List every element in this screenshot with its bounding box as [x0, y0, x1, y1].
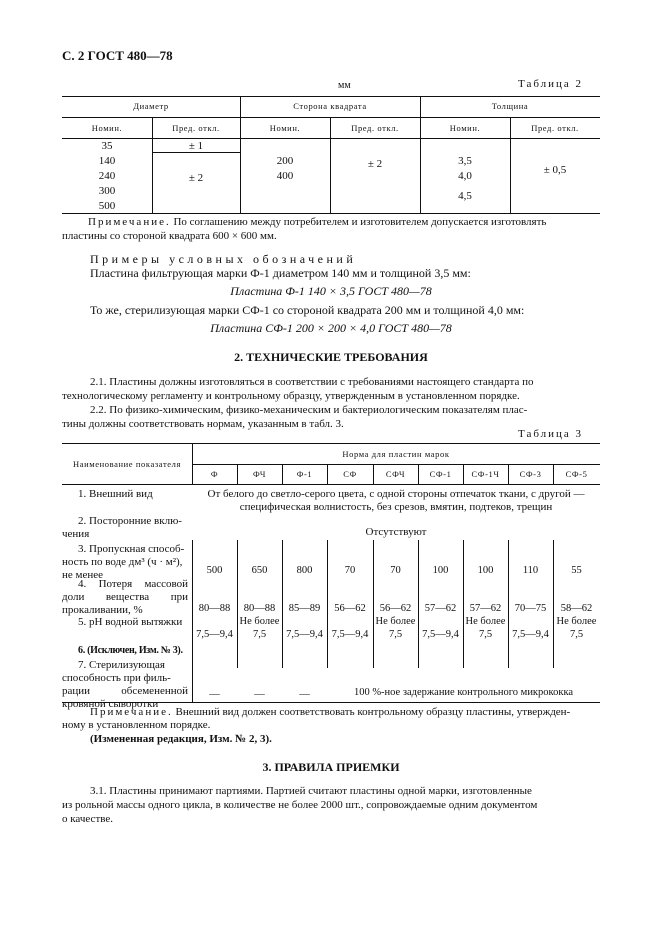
diam-nom: 240: [98, 170, 116, 182]
row-label: 3. Пропускная способ-: [78, 543, 185, 555]
cell: 70—75: [514, 603, 547, 614]
row-label: 4. Потеря массовой: [78, 578, 188, 590]
cell: 7,5—9,4: [286, 629, 323, 640]
note1-cont: пластины со стороной квадрата 600 × 600 мм.: [62, 230, 277, 242]
row-label: 5. рН водной вытяжки: [78, 616, 183, 628]
cell: —: [209, 689, 220, 700]
cell: 7,5—9,4: [196, 629, 233, 640]
cell: Не более: [375, 616, 416, 627]
cell: Не более: [556, 616, 597, 627]
grade-header: СФ-3: [519, 469, 542, 479]
note2-cont: ному в установленном порядке.: [62, 719, 211, 731]
note2: [90, 706, 570, 720]
para-2-1: 2.1. Пластины должны изготовляться в соответствии с требованиями настоящего стандарта по: [90, 376, 534, 388]
side-dev: ± 2: [367, 158, 383, 170]
cell: 110: [522, 565, 539, 576]
row-label: прокаливании, %: [62, 604, 143, 616]
cell: 7,5: [252, 629, 267, 640]
thick-dev: ± 0,5: [543, 164, 567, 176]
diam-dev: ± 2: [188, 172, 204, 184]
example-formula2: Пластина СФ-1 200 × 200 × 4,0 ГОСТ 480—78: [210, 321, 452, 335]
grade-header: СФ-5: [565, 469, 588, 479]
row-value: 100 %-ное задержание контрольного микрококка: [353, 687, 574, 698]
row-label: 1. Внешний вид: [78, 488, 153, 500]
row-label: кровяной сыворотки: [62, 698, 159, 710]
col-thickness: Толщина: [491, 101, 529, 111]
cell: 500: [206, 565, 223, 576]
cell: 56—62: [334, 603, 366, 614]
cell: 70: [344, 565, 356, 576]
note-text: Внешний вид должен соответствовать контрольному образцу пластины, утвержден-: [175, 706, 571, 718]
cell: 100: [477, 565, 494, 576]
grade-header: СФ-1: [429, 469, 452, 479]
row-label: рации обсемененной: [62, 685, 188, 697]
diam-nom: 500: [98, 200, 116, 212]
row-label: 2. Посторонние вклю-: [78, 515, 182, 527]
example-formula1: Пластина Ф-1 140 × 3,5 ГОСТ 480—78: [230, 284, 432, 298]
cell: 85—89: [288, 603, 321, 614]
para-3-1-end: о качестве.: [62, 813, 114, 825]
side-nom: 200: [276, 155, 294, 167]
grade-header: СФ: [343, 469, 357, 479]
cell: 650: [251, 565, 268, 576]
example-line1: Пластина фильтрующая марки Ф-1 диаметром 140 мм и толщиной 3,5 мм:: [90, 266, 471, 280]
example-line2: То же, стерилизующая марки СФ-1 со стороной квадрата 200 мм и толщиной 4,0 мм:: [90, 303, 525, 317]
cell: 57—62: [424, 603, 457, 614]
sub-dev: Пред. откл.: [172, 123, 220, 133]
para-3-1: 3.1. Пластины принимают партиями. Партией считают пластины одной марки, изготовленные: [90, 785, 532, 797]
section2-title: 2. ТЕХНИЧЕСКИЕ ТРЕБОВАНИЯ: [234, 350, 428, 364]
cell: —: [299, 689, 310, 700]
section3-title: 3. ПРАВИЛА ПРИЕМКИ: [262, 760, 400, 774]
sub-dev: Пред. откл.: [531, 123, 579, 133]
cell: Не более: [465, 616, 506, 627]
para-2-2: 2.2. По физико-химическим, физико-механическим и бактериологическим показателям плас-: [90, 404, 528, 416]
table3-caption: Таблица 3: [518, 428, 584, 440]
cell: 7,5: [569, 629, 584, 640]
row-label: доли вещества при: [62, 591, 188, 603]
cell: 58—62: [560, 603, 593, 614]
row-label: 7. Стерилизующая: [78, 659, 165, 671]
cell: Не более: [239, 616, 280, 627]
note-text: По соглашению между потребителем и изготовителем допускается изготовлять: [173, 216, 547, 228]
diam-nom: 300: [98, 185, 116, 197]
cell: 55: [571, 565, 582, 576]
thick-nom: 3,5: [458, 155, 472, 167]
diam-nom: 140: [98, 155, 116, 167]
cell: 7,5—9,4: [422, 629, 459, 640]
para-3-1-cont: из рольной массы одного цикла, в количестве не более 2000 шт., сопровождаемые одним документом: [62, 799, 538, 811]
row-value: От белого до светло-серого цвета, с одной стороны отпечаток ткани, с другой —: [207, 488, 585, 500]
row-label: не менее: [62, 569, 104, 581]
note-label: Примечание.: [90, 706, 173, 718]
grade-header: СФЧ: [385, 469, 406, 479]
row-label: чения: [62, 528, 90, 540]
note-label: Примечание.: [88, 216, 171, 228]
sub-nom: Номин.: [269, 123, 301, 133]
para-2-1-cont: технологическому регламенту и контрольному образцу, утвержденным в установленном порядке.: [62, 390, 520, 402]
cell: 56—62: [379, 603, 412, 614]
col-side: Сторона квадрата: [293, 101, 367, 111]
row-label: способность при филь-: [62, 672, 171, 684]
col-name: Наименование показателя: [72, 459, 181, 469]
col-norm: Норма для пластин марок: [342, 449, 450, 459]
diam-nom: 35: [101, 140, 113, 152]
row-label: 6. (Исключен, Изм. № 3).: [78, 645, 183, 656]
cell: 7,5—9,4: [331, 629, 369, 640]
cell: 7,5—9,4: [512, 629, 549, 640]
table2-caption: Таблица 2: [518, 78, 584, 90]
grade-header: Ф: [210, 469, 219, 479]
page-header: С. 2 ГОСТ 480—78: [62, 48, 173, 63]
sub-dev: Пред. откл.: [351, 123, 399, 133]
cell: 800: [296, 565, 313, 576]
row-value: Отсутствуют: [365, 526, 427, 538]
para-2-2-cont: тины должны соответствовать нормам, указанным в табл. 3.: [62, 418, 344, 430]
grade-header: Ф-1: [296, 469, 313, 479]
cell: 80—88: [243, 603, 276, 614]
col-diameter: Диаметр: [133, 101, 169, 111]
cell: 100: [432, 565, 449, 576]
note1: [62, 216, 602, 230]
cell: 57—62: [469, 603, 502, 614]
grade-header: ФЧ: [253, 469, 266, 479]
cell: 7,5: [388, 629, 403, 640]
sub-nom: Номин.: [91, 123, 123, 133]
side-nom: 400: [276, 170, 294, 182]
diam-dev: ± 1: [188, 140, 204, 152]
cell: 7,5: [478, 629, 493, 640]
cell: 70: [390, 565, 401, 576]
thick-nom: 4,0: [458, 170, 472, 182]
edit-note: (Измененная редакция, Изм. № 2, 3).: [90, 733, 272, 745]
grade-header: СФ-1Ч: [471, 469, 500, 479]
sub-nom: Номин.: [449, 123, 481, 133]
cell: —: [254, 689, 265, 700]
thick-nom: 4,5: [458, 190, 472, 202]
row-label: ность по воде дм³ (ч · м²),: [62, 556, 183, 568]
examples-title: Примеры условных обозначений: [90, 252, 357, 266]
row-value: специфическая волнистость, без срезов, вмятин, подтеков, трещин: [239, 501, 553, 513]
units-label: мм: [338, 80, 351, 91]
cell: 80—88: [198, 603, 231, 614]
